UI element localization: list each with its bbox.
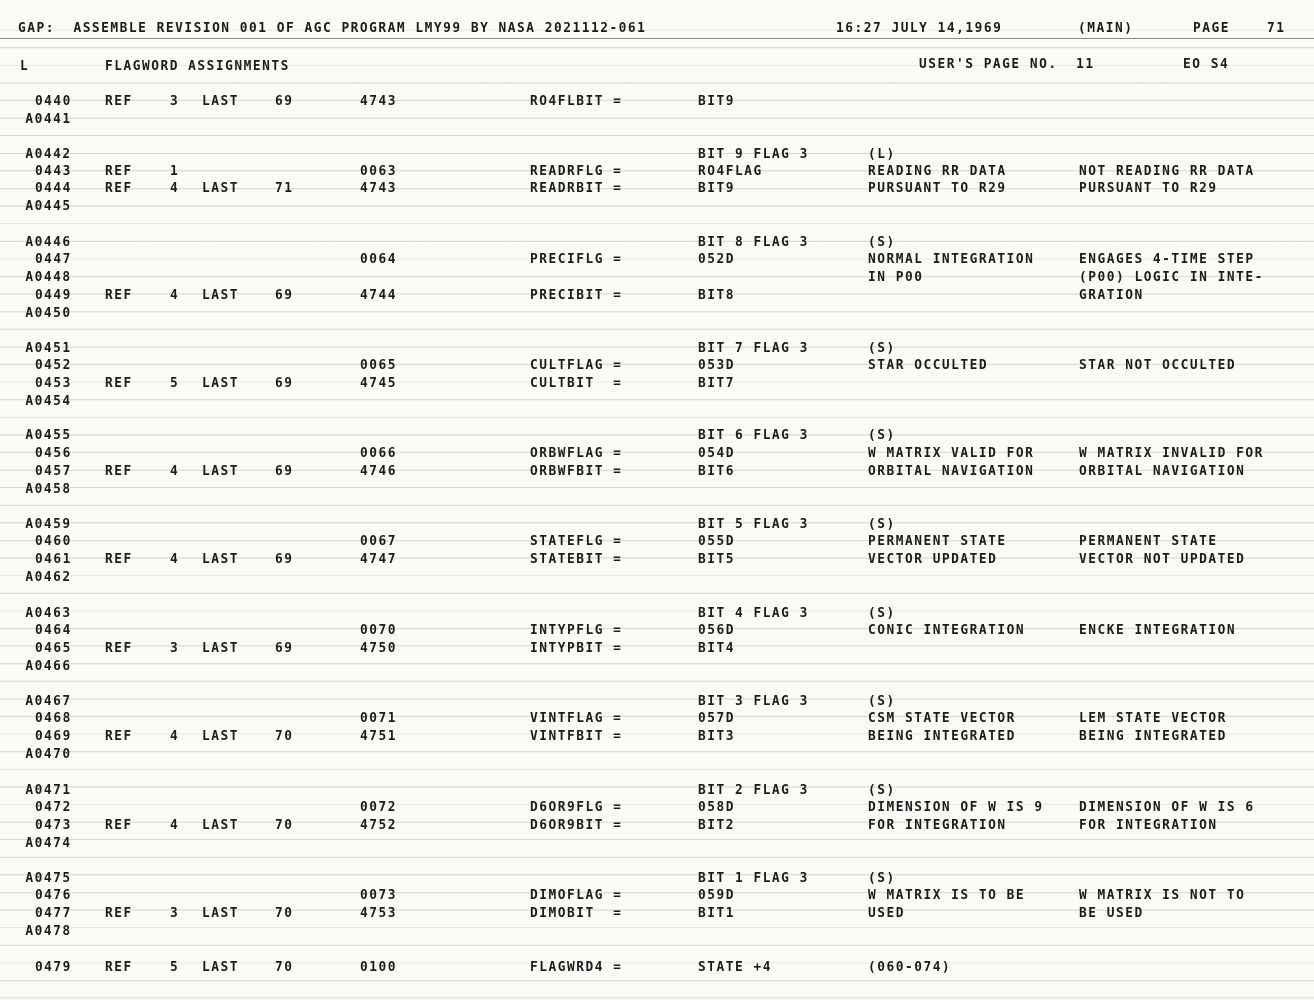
comment-reset: DIMENSION OF W IS 6 <box>1079 799 1255 815</box>
line-number: 0469 <box>35 728 72 744</box>
comment-reset: ORBITAL NAVIGATION <box>1079 463 1246 479</box>
last-label: LAST <box>202 551 239 567</box>
last-page: 70 <box>275 817 294 833</box>
symbol: ORBWFLAG = <box>530 445 623 461</box>
symbol: FLAGWRD4 = <box>530 959 623 975</box>
listing-type: L <box>20 58 30 74</box>
comment-set: (S) <box>868 427 896 443</box>
line-number: 0465 <box>35 640 72 656</box>
comment-reset: PERMANENT STATE <box>1079 533 1218 549</box>
line-number: 0444 <box>35 180 72 196</box>
comment-set: FOR INTEGRATION <box>868 817 1007 833</box>
comment-reset: BE USED <box>1079 905 1144 921</box>
comment-reset: ENCKE INTEGRATION <box>1079 622 1237 638</box>
last-page: 69 <box>275 463 294 479</box>
last-label: LAST <box>202 905 239 921</box>
value: BIT9 <box>698 180 735 196</box>
value: BIT 3 FLAG 3 <box>698 693 809 709</box>
line-number: A0463 <box>25 605 72 621</box>
line-number: A0451 <box>25 340 72 356</box>
line-number: 0473 <box>35 817 72 833</box>
address: 0100 <box>360 959 397 975</box>
symbol: DIMOFLAG = <box>530 887 623 903</box>
address: 4747 <box>360 551 397 567</box>
print-timestamp: 16:27 JULY 14,1969 <box>836 20 1003 36</box>
value: 059D <box>698 887 735 903</box>
comment-set: (S) <box>868 605 896 621</box>
last-page: 70 <box>275 728 294 744</box>
line-number: 0472 <box>35 799 72 815</box>
comment-set: (060-074) <box>868 959 952 975</box>
comment-set: USED <box>868 905 905 921</box>
symbol: RO4FLBIT = <box>530 93 623 109</box>
value: BIT3 <box>698 728 735 744</box>
address: 0070 <box>360 622 397 638</box>
line-number: 0449 <box>35 287 72 303</box>
ref-count: 1 <box>170 163 180 179</box>
line-number: 0479 <box>35 959 72 975</box>
ref-label: REF <box>105 375 133 391</box>
line-number: A0448 <box>25 269 72 285</box>
line-number: 0452 <box>35 357 72 373</box>
address: 4750 <box>360 640 397 656</box>
comment-set: (S) <box>868 693 896 709</box>
last-label: LAST <box>202 287 239 303</box>
comment-reset: GRATION <box>1079 287 1144 303</box>
ref-count: 4 <box>170 817 180 833</box>
last-label: LAST <box>202 728 239 744</box>
last-label: LAST <box>202 817 239 833</box>
value: BIT1 <box>698 905 735 921</box>
value: BIT7 <box>698 375 735 391</box>
line-number: A0478 <box>25 923 72 939</box>
comment-set: W MATRIX IS TO BE <box>868 887 1026 903</box>
comment-set: (S) <box>868 516 896 532</box>
address: 4745 <box>360 375 397 391</box>
line-number: A0459 <box>25 516 72 532</box>
page-number: 71 <box>1267 20 1286 36</box>
symbol: STATEFLG = <box>530 533 623 549</box>
last-label: LAST <box>202 959 239 975</box>
last-page: 69 <box>275 551 294 567</box>
edition-label: EO S4 <box>1183 56 1230 72</box>
comment-set: NORMAL INTEGRATION <box>868 251 1035 267</box>
address: 4744 <box>360 287 397 303</box>
comment-set: DIMENSION OF W IS 9 <box>868 799 1044 815</box>
comment-set: VECTOR UPDATED <box>868 551 998 567</box>
line-number: A0458 <box>25 481 72 497</box>
value: BIT 9 FLAG 3 <box>698 146 809 162</box>
comment-reset: LEM STATE VECTOR <box>1079 710 1227 726</box>
symbol: INTYPBIT = <box>530 640 623 656</box>
ref-label: REF <box>105 959 133 975</box>
address: 0072 <box>360 799 397 815</box>
ref-label: REF <box>105 180 133 196</box>
ref-label: REF <box>105 163 133 179</box>
comment-set: READING RR DATA <box>868 163 1007 179</box>
ref-label: REF <box>105 905 133 921</box>
value: 056D <box>698 622 735 638</box>
value: BIT 7 FLAG 3 <box>698 340 809 356</box>
value: STATE +4 <box>698 959 772 975</box>
comment-set: STAR OCCULTED <box>868 357 989 373</box>
ref-count: 3 <box>170 640 180 656</box>
last-page: 69 <box>275 287 294 303</box>
line-number: A0442 <box>25 146 72 162</box>
comment-set: BEING INTEGRATED <box>868 728 1016 744</box>
line-number: A0445 <box>25 198 72 214</box>
last-label: LAST <box>202 640 239 656</box>
value: 055D <box>698 533 735 549</box>
ref-label: REF <box>105 287 133 303</box>
symbol: CULTBIT = <box>530 375 623 391</box>
symbol: READRBIT = <box>530 180 623 196</box>
last-page: 70 <box>275 905 294 921</box>
value: BIT9 <box>698 93 735 109</box>
value: BIT 8 FLAG 3 <box>698 234 809 250</box>
address: 4743 <box>360 180 397 196</box>
address: 0073 <box>360 887 397 903</box>
last-label: LAST <box>202 375 239 391</box>
address: 0071 <box>360 710 397 726</box>
value: 058D <box>698 799 735 815</box>
address: 0065 <box>360 357 397 373</box>
line-number: 0440 <box>35 93 72 109</box>
ref-label: REF <box>105 817 133 833</box>
ref-count: 4 <box>170 551 180 567</box>
ref-count: 4 <box>170 463 180 479</box>
comment-set: (S) <box>868 870 896 886</box>
comment-reset: PURSUANT TO R29 <box>1079 180 1218 196</box>
symbol: ORBWFBIT = <box>530 463 623 479</box>
line-number: 0456 <box>35 445 72 461</box>
value: BIT 1 FLAG 3 <box>698 870 809 886</box>
line-number: A0450 <box>25 305 72 321</box>
address: 4746 <box>360 463 397 479</box>
line-number: 0453 <box>35 375 72 391</box>
address: 4743 <box>360 93 397 109</box>
symbol: D6OR9BIT = <box>530 817 623 833</box>
value: 057D <box>698 710 735 726</box>
last-page: 69 <box>275 375 294 391</box>
ref-label: REF <box>105 728 133 744</box>
header-rule <box>0 38 1314 39</box>
comment-set: (S) <box>868 234 896 250</box>
line-number: A0446 <box>25 234 72 250</box>
comment-set: W MATRIX VALID FOR <box>868 445 1035 461</box>
comment-set: CSM STATE VECTOR <box>868 710 1016 726</box>
ref-label: REF <box>105 463 133 479</box>
ref-count: 3 <box>170 93 180 109</box>
line-number: 0443 <box>35 163 72 179</box>
comment-reset: ENGAGES 4-TIME STEP <box>1079 251 1255 267</box>
ref-count: 5 <box>170 375 180 391</box>
section-title: FLAGWORD ASSIGNMENTS <box>105 58 290 74</box>
symbol: CULTFLAG = <box>530 357 623 373</box>
address: 0066 <box>360 445 397 461</box>
value: 054D <box>698 445 735 461</box>
last-label: LAST <box>202 180 239 196</box>
value: BIT2 <box>698 817 735 833</box>
address: 4753 <box>360 905 397 921</box>
comment-reset: NOT READING RR DATA <box>1079 163 1255 179</box>
ref-count: 4 <box>170 180 180 196</box>
address: 0063 <box>360 163 397 179</box>
value: BIT 5 FLAG 3 <box>698 516 809 532</box>
ref-count: 5 <box>170 959 180 975</box>
line-number: A0467 <box>25 693 72 709</box>
comment-set: (S) <box>868 782 896 798</box>
symbol: VINTFBIT = <box>530 728 623 744</box>
address: 0067 <box>360 533 397 549</box>
comment-reset: STAR NOT OCCULTED <box>1079 357 1237 373</box>
line-number: 0447 <box>35 251 72 267</box>
value: BIT6 <box>698 463 735 479</box>
comment-set: IN P00 <box>868 269 924 285</box>
ref-label: REF <box>105 640 133 656</box>
comment-set: ORBITAL NAVIGATION <box>868 463 1035 479</box>
listing-mode: (MAIN) <box>1078 20 1134 36</box>
value: BIT5 <box>698 551 735 567</box>
line-number: 0457 <box>35 463 72 479</box>
comment-set: PURSUANT TO R29 <box>868 180 1007 196</box>
line-number: 0468 <box>35 710 72 726</box>
value: BIT 6 FLAG 3 <box>698 427 809 443</box>
address: 4751 <box>360 728 397 744</box>
ref-count: 4 <box>170 287 180 303</box>
symbol: VINTFLAG = <box>530 710 623 726</box>
comment-reset: FOR INTEGRATION <box>1079 817 1218 833</box>
value: BIT8 <box>698 287 735 303</box>
symbol: D6OR9FLG = <box>530 799 623 815</box>
line-number: 0461 <box>35 551 72 567</box>
last-page: 69 <box>275 93 294 109</box>
line-number: 0476 <box>35 887 72 903</box>
last-page: 70 <box>275 959 294 975</box>
symbol: INTYPFLG = <box>530 622 623 638</box>
ref-label: REF <box>105 93 133 109</box>
comment-set: PERMANENT STATE <box>868 533 1007 549</box>
value: BIT 4 FLAG 3 <box>698 605 809 621</box>
last-page: 71 <box>275 180 294 196</box>
line-number: 0477 <box>35 905 72 921</box>
symbol: READRFLG = <box>530 163 623 179</box>
comment-reset: W MATRIX INVALID FOR <box>1079 445 1264 461</box>
line-number: A0475 <box>25 870 72 886</box>
assembly-title: GAP: ASSEMBLE REVISION 001 OF AGC PROGRAM LMY99 BY NASA 2021112-061 <box>18 20 647 36</box>
value: RO4FLAG <box>698 163 763 179</box>
ref-count: 4 <box>170 728 180 744</box>
ref-count: 3 <box>170 905 180 921</box>
line-number: A0441 <box>25 111 72 127</box>
comment-set: CONIC INTEGRATION <box>868 622 1026 638</box>
page-label: PAGE <box>1193 20 1230 36</box>
line-number: 0460 <box>35 533 72 549</box>
symbol: STATEBIT = <box>530 551 623 567</box>
line-number: A0462 <box>25 569 72 585</box>
last-label: LAST <box>202 463 239 479</box>
value: BIT 2 FLAG 3 <box>698 782 809 798</box>
line-number: A0474 <box>25 835 72 851</box>
comment-set: (S) <box>868 340 896 356</box>
comment-reset: VECTOR NOT UPDATED <box>1079 551 1246 567</box>
comment-reset: (P00) LOGIC IN INTE- <box>1079 269 1264 285</box>
value: 052D <box>698 251 735 267</box>
line-number: A0470 <box>25 746 72 762</box>
value: BIT4 <box>698 640 735 656</box>
user-page-number: USER'S PAGE NO. 11 <box>919 56 1095 72</box>
ref-label: REF <box>105 551 133 567</box>
line-number: 0464 <box>35 622 72 638</box>
line-number: A0455 <box>25 427 72 443</box>
line-number: A0471 <box>25 782 72 798</box>
line-number: A0454 <box>25 393 72 409</box>
comment-reset: BEING INTEGRATED <box>1079 728 1227 744</box>
line-number: A0466 <box>25 658 72 674</box>
last-label: LAST <box>202 93 239 109</box>
last-page: 69 <box>275 640 294 656</box>
address: 0064 <box>360 251 397 267</box>
symbol: PRECIFLG = <box>530 251 623 267</box>
comment-reset: W MATRIX IS NOT TO <box>1079 887 1246 903</box>
symbol: PRECIBIT = <box>530 287 623 303</box>
value: 053D <box>698 357 735 373</box>
comment-set: (L) <box>868 146 896 162</box>
symbol: DIMOBIT = <box>530 905 623 921</box>
address: 4752 <box>360 817 397 833</box>
